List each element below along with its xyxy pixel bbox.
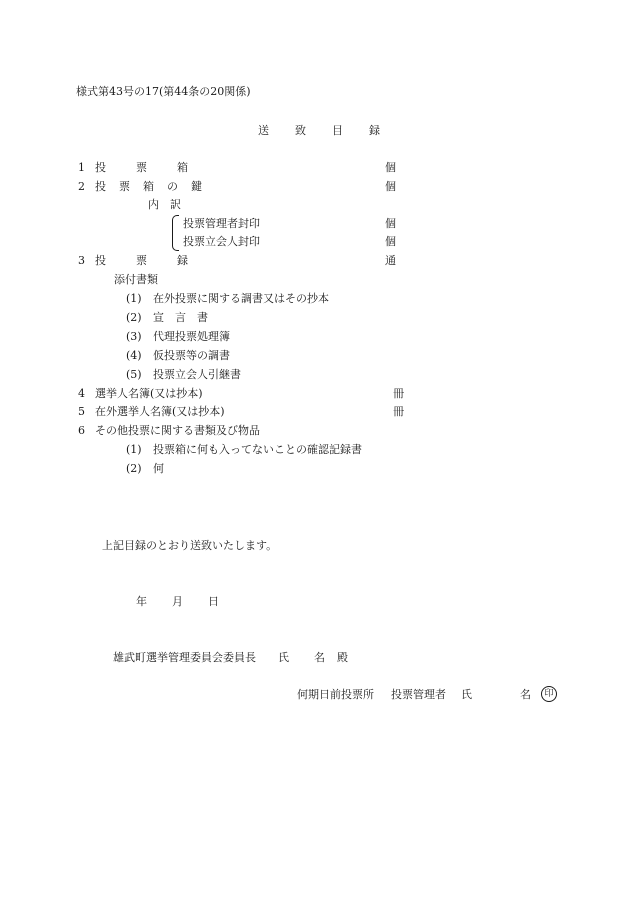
breakdown-bracket — [172, 215, 179, 251]
attachments-heading: 添付書類 — [114, 273, 158, 286]
item-3-label: 投票録 — [95, 254, 218, 267]
breakdown-entry-2-unit: 個 — [385, 235, 396, 248]
attachment-4-number: (4) — [126, 349, 142, 362]
item-6-label: その他投票に関する書類及び物品 — [95, 424, 260, 437]
sender-shi: 氏 — [461, 688, 472, 701]
item-4-number: 4 — [78, 387, 85, 400]
item-4-unit: 冊 — [393, 387, 404, 400]
breakdown-heading: 内訳 — [148, 198, 192, 211]
item-5-number: 5 — [78, 405, 85, 418]
breakdown-entry-2-label: 投票立会人封印 — [183, 235, 260, 248]
attachment-2-number: (2) — [126, 311, 142, 324]
item-5-label: 在外選挙人名簿(又は抄本) — [95, 405, 225, 418]
attachment-1-label: 在外投票に関する調書又はその抄本 — [153, 292, 329, 305]
item-1-label: 投票箱 — [95, 161, 218, 174]
attachment-3-number: (3) — [126, 330, 142, 343]
attachment-4-label: 仮投票等の調書 — [153, 349, 230, 362]
addressee-shi: 氏 — [278, 651, 289, 664]
breakdown-entry-1-label: 投票管理者封印 — [183, 217, 260, 230]
attachment-5-number: (5) — [126, 368, 142, 381]
breakdown-entry-1-unit: 個 — [385, 217, 396, 230]
seal-icon: 印 — [541, 686, 557, 702]
other-item-1-number: (1) — [126, 443, 142, 456]
addressee-org: 雄武町選挙管理委員会委員長 — [113, 651, 256, 664]
date-month: 月 — [172, 595, 183, 608]
item-1-unit: 個 — [385, 161, 396, 174]
sender-org: 何期日前投票所 — [297, 688, 374, 701]
item-6-number: 6 — [78, 424, 85, 437]
attachment-5-label: 投票立会人引継書 — [153, 368, 241, 381]
item-2-unit: 個 — [385, 180, 396, 193]
closing-text: 上記目録のとおり送致いたします。 — [102, 539, 278, 552]
page-title: 送致目録 — [258, 124, 406, 137]
attachment-1-number: (1) — [126, 292, 142, 305]
item-3-unit: 通 — [385, 254, 396, 267]
item-2-label: 投票箱の鍵 — [95, 180, 215, 193]
other-item-2-label: 何 — [153, 462, 164, 475]
addressee-mei: 名 — [314, 651, 325, 664]
date-day: 日 — [208, 595, 219, 608]
sender-role: 投票管理者 — [391, 688, 446, 701]
sender-mei: 名 — [520, 688, 531, 701]
other-item-1-label: 投票箱に何も入ってないことの確認記録書 — [153, 443, 362, 456]
attachment-3-label: 代理投票処理簿 — [153, 330, 230, 343]
attachment-2-label: 宣言書 — [153, 311, 219, 324]
other-item-2-number: (2) — [126, 462, 142, 475]
form-number: 様式第43号の17(第44条の20関係) — [76, 85, 251, 98]
date-year: 年 — [136, 595, 147, 608]
item-3-number: 3 — [78, 254, 85, 267]
item-5-unit: 冊 — [393, 405, 404, 418]
item-2-number: 2 — [78, 180, 85, 193]
item-4-label: 選挙人名簿(又は抄本) — [95, 387, 203, 400]
addressee-honorific: 殿 — [337, 651, 348, 664]
item-1-number: 1 — [78, 161, 85, 174]
